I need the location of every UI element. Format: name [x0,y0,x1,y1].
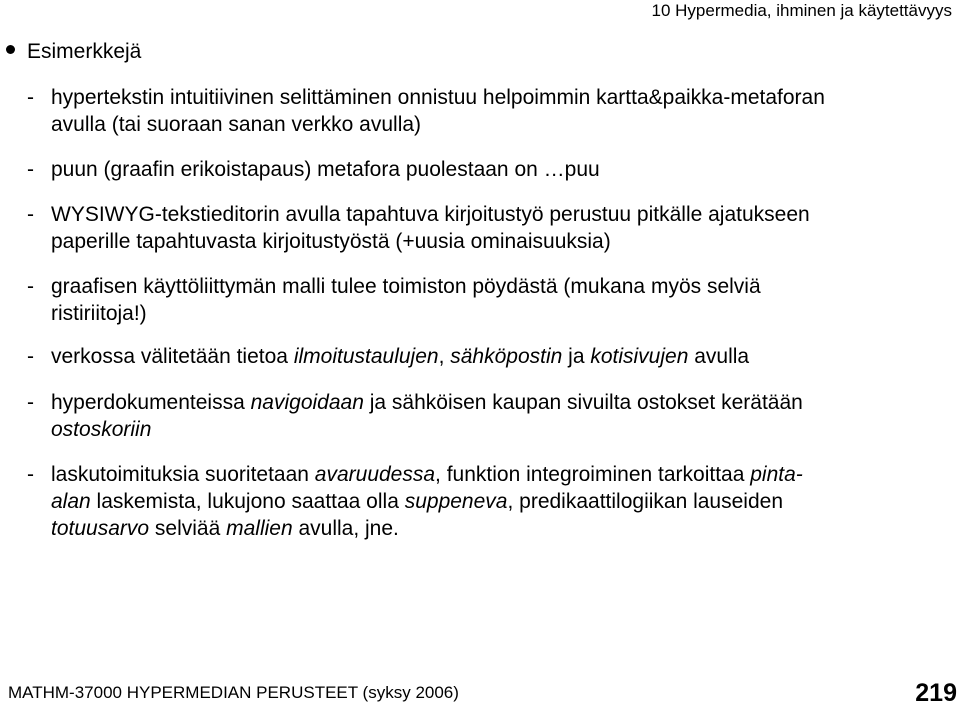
emphasized-text: pinta- [750,463,803,486]
text-segment: hypertekstin intuitiivinen selittäminen onnistuu helpoimmin kartta&paikka-metaforan [51,86,825,109]
emphasized-text: totuusarvo [51,517,150,540]
text-segment: hyperdokumenteissa [51,391,251,414]
emphasized-text: mallien [226,517,293,540]
text-segment: laskemista, lukujono saattaa olla [90,490,405,513]
list-item [0,273,940,327]
emphasized-text: kotisivujen [590,345,689,368]
text-segment: verkossa välitetään tietoa [51,345,294,368]
emphasized-text: suppeneva [404,490,508,513]
text-segment: ja sähköisen kaupan sivuilta ostokset kerätään [363,391,803,414]
list-item [0,84,940,138]
section-heading: Esimerkkejä [27,40,142,63]
list-item-dash: - [27,203,34,226]
list-item-line [0,156,940,183]
list-item-dash: - [27,158,34,181]
list-item-line [0,84,940,111]
list-item-dash: - [27,391,34,414]
list-item [0,156,940,183]
list-item-line [0,416,940,443]
list-item-dash: - [27,345,34,368]
text-segment: avulla, jne. [292,517,399,540]
emphasized-text: avaruudessa [314,463,436,486]
emphasized-text: ostoskoriin [51,418,152,441]
list-item-line [0,228,940,255]
list-item [0,201,940,255]
list-item-dash: - [27,463,34,486]
page-header-title: 10 Hypermedia, ihminen ja käytettävyys [651,1,952,20]
emphasized-text: navigoidaan [250,391,364,414]
list-item [0,461,940,542]
list-item-line [0,201,940,228]
list-item-line [0,111,940,138]
list-item-line [0,461,940,488]
text-segment: laskutoimituksia suoritetaan [51,463,315,486]
list-item-line [0,515,940,542]
text-segment: selviää [149,517,227,540]
list-item-dash: - [27,86,34,109]
emphasized-text: sähköpostin [450,345,563,368]
list-item-line [0,343,940,370]
list-item [0,343,940,370]
emphasized-text: ilmoitustaulujen [293,345,439,368]
text-segment: paperille tapahtuvasta kirjoitustyöstä (+uusia ominaisuuksia) [51,230,611,253]
footer-course-title: MATHM-37000 HYPERMEDIAN PERUSTEET (syksy 2006) [8,683,459,702]
text-segment: ja [562,345,591,368]
text-segment: , funktion integroiminen tarkoittaa [435,463,751,486]
bullet-dot-icon [6,45,15,54]
list-item-dash: - [27,275,34,298]
text-segment: graafisen käyttöliittymän malli tulee toimiston pöydästä (mukana myös selviä [51,275,761,298]
text-segment: avulla [688,345,750,368]
text-segment: , [438,345,451,368]
text-segment: ristiriitoja!) [51,302,147,325]
text-segment: , predikaattilogiikan lauseiden [507,490,783,513]
list-item-line [0,389,940,416]
text-segment: WYSIWYG-tekstieditorin avulla tapahtuva kirjoitustyö perustuu pitkälle ajatukseen [51,203,810,226]
list-item [0,389,940,443]
list-item-line [0,273,940,300]
list-item-line [0,300,940,327]
list-item-line [0,488,940,515]
text-segment: puun (graafin erikoistapaus) metafora puolestaan on …puu [51,158,600,181]
text-segment: avulla (tai suoraan sanan verkko avulla) [51,113,422,136]
emphasized-text: alan [51,490,91,513]
page-number: 219 [915,679,957,707]
